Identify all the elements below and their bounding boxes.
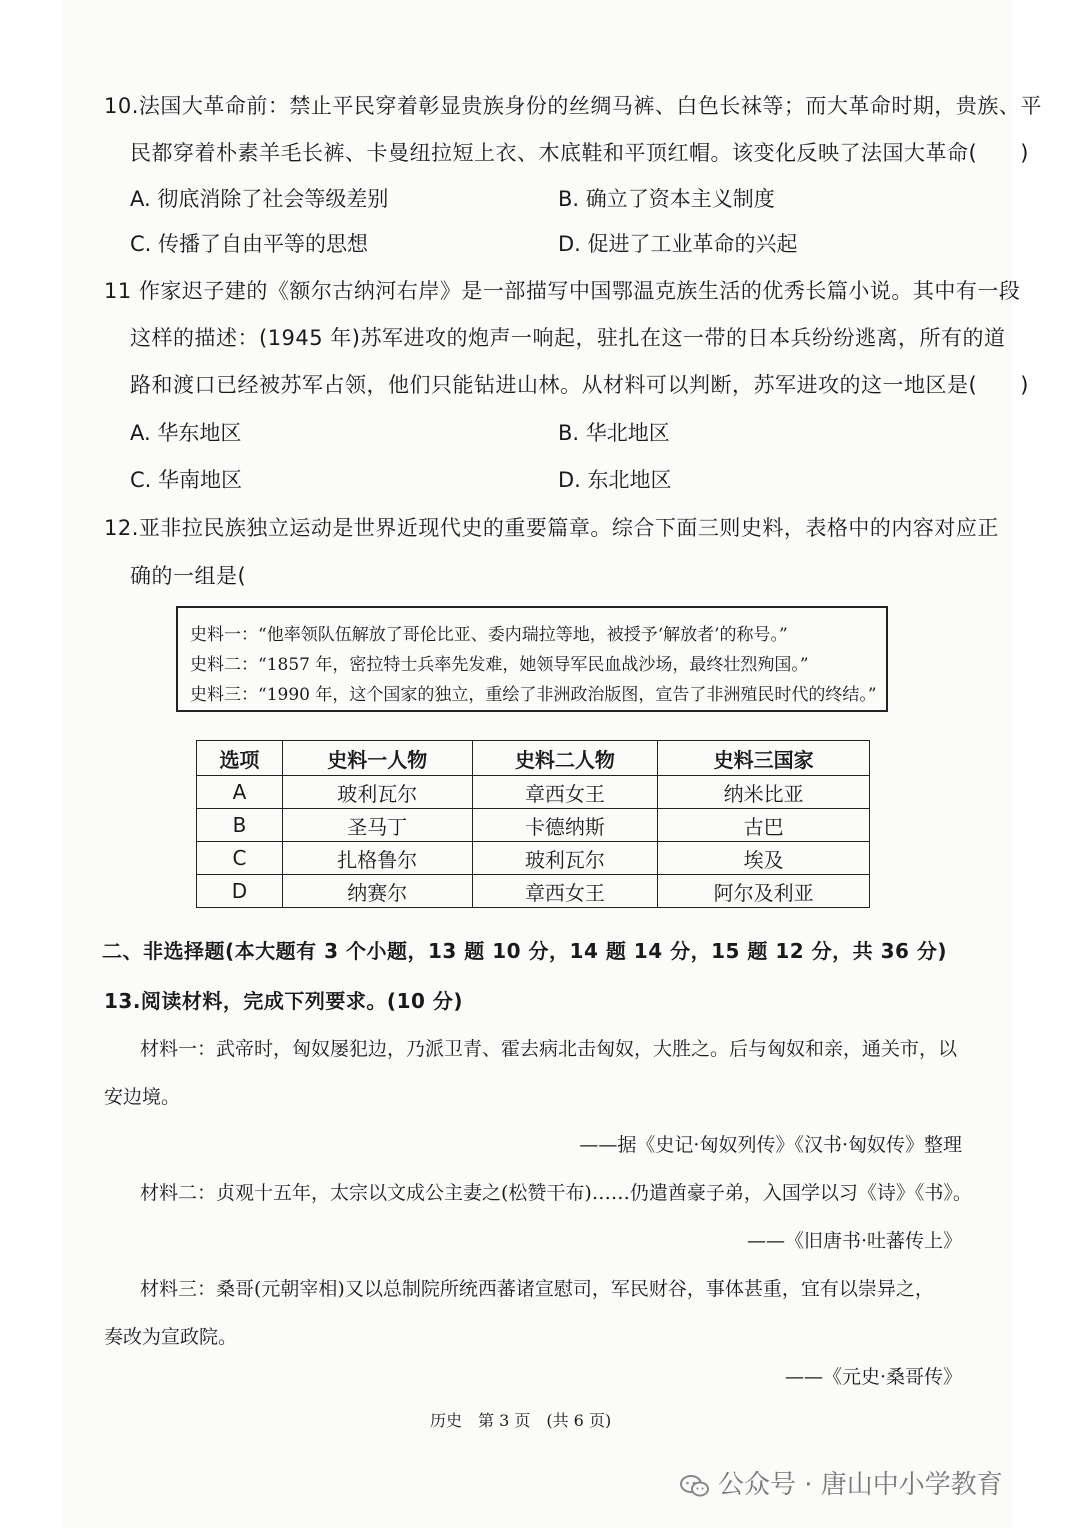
material-3-line2: 奏改为宣政院。: [104, 1326, 238, 1348]
table-cell: 章西女王: [472, 875, 658, 908]
table-cell: 章西女王: [472, 776, 658, 809]
material-1-line2: 安边境。: [104, 1086, 181, 1108]
page-footer: 历史 第 3 页 (共 6 页): [430, 1411, 612, 1430]
q10-option-c: C. 传播了自由平等的思想: [130, 232, 369, 256]
table-cell: 纳米比亚: [658, 776, 870, 809]
material-3-source: ——《元史·桑哥传》: [784, 1366, 962, 1388]
q10-option-b: B. 确立了资本主义制度: [558, 187, 775, 211]
q11-line3: 路和渡口已经被苏军占领，他们只能钻进山林。从材料可以判断，苏军进攻的这一地区是( ): [130, 373, 1029, 397]
q13-title: 13.阅读材料，完成下列要求。(10 分): [104, 989, 464, 1013]
material-2-source: ——《旧唐书·吐蕃传上》: [746, 1230, 962, 1252]
q11-line2: 这样的描述：(1945 年)苏军进攻的炮声一响起，驻扎在这一带的日本兵纷纷逃离，所有的道: [130, 326, 1006, 350]
table-header: 史料三国家: [658, 741, 870, 776]
source-2: 史料二：“1857 年，密拉特士兵率先发难，她领导军民血战沙场，最终壮烈殉国。”: [190, 655, 809, 675]
q11-option-b: B. 华北地区: [558, 421, 670, 445]
watermark-text: 公众号 · 唐山中小学教育: [718, 1470, 1003, 1500]
table-cell: 阿尔及利亚: [658, 875, 870, 908]
table-cell: 玻利瓦尔: [282, 776, 472, 809]
section-2-heading: 二、非选择题(本大题有 3 个小题，13 题 10 分，14 题 14 分，15 题 12 分，共 36 分): [102, 939, 948, 963]
table-cell: 玻利瓦尔: [472, 842, 658, 875]
table-header: 选项: [197, 741, 283, 776]
source-1: 史料一：“他率领队伍解放了哥伦比亚、委内瑞拉等地，被授予‘解放者’的称号。”: [190, 625, 788, 645]
material-3-line1: 材料三：桑哥(元朝宰相)又以总制院所统西蕃诸宣慰司，军民财谷，事体甚重，宜有以崇异之，: [140, 1278, 934, 1300]
wechat-icon: [680, 1475, 710, 1497]
table-row: [197, 842, 870, 875]
q10-line1: 10.法国大革命前：禁止平民穿着彰显贵族身份的丝绸马裤、白色长袜等；而大革命时期，贵族、平: [104, 94, 1042, 118]
material-1-source: ——据《史记·匈奴列传》《汉书·匈奴传》整理: [579, 1134, 962, 1156]
table-cell: A: [197, 776, 283, 809]
table-header: 史料一人物: [282, 741, 472, 776]
table-row: [197, 776, 870, 809]
q10-line2: 民都穿着朴素羊毛长裤、卡曼纽拉短上衣、木底鞋和平顶红帽。该变化反映了法国大革命( ): [130, 141, 1029, 165]
table-cell: C: [197, 842, 283, 875]
q11-option-a: A. 华东地区: [130, 421, 242, 445]
q11-line1: 11 作家迟子建的《额尔古纳河右岸》是一部描写中国鄂温克族生活的优秀长篇小说。其中有一段: [104, 279, 1021, 303]
table-cell: 纳赛尔: [282, 875, 472, 908]
material-1-line1: 材料一：武帝时，匈奴屡犯边，乃派卫青、霍去病北击匈奴，大胜之。后与匈奴和亲，通关市，以: [140, 1038, 958, 1060]
table-cell: D: [197, 875, 283, 908]
q10-option-d: D. 促进了工业革命的兴起: [558, 232, 798, 256]
watermark: [680, 1464, 1003, 1501]
table-row: [197, 875, 870, 908]
table-cell: 圣马丁: [282, 809, 472, 842]
table-cell: 古巴: [658, 809, 870, 842]
material-2-line1: 材料二：贞观十五年，太宗以文成公主妻之(松赞干布)……仍遣酋豪子弟，入国学以习《诗》《书》。: [140, 1182, 972, 1204]
source-3: 史料三：“1990 年，这个国家的独立，重绘了非洲政治版图，宣告了非洲殖民时代的终结。”: [190, 685, 877, 705]
q12-line1: 12.亚非拉民族独立运动是世界近现代史的重要篇章。综合下面三则史料，表格中的内容对应正: [104, 516, 999, 540]
table-row: [197, 809, 870, 842]
table-header: 史料二人物: [472, 741, 658, 776]
q10-option-a: A. 彻底消除了社会等级差别: [130, 187, 389, 211]
table-cell: 埃及: [658, 842, 870, 875]
answer-table: [196, 740, 870, 908]
table-cell: 扎格鲁尔: [282, 842, 472, 875]
table-cell: 卡德纳斯: [472, 809, 658, 842]
source-box: [176, 606, 888, 712]
table-cell: B: [197, 809, 283, 842]
table-header-row: [197, 741, 870, 776]
q12-line2: 确的一组是(: [130, 564, 247, 588]
q11-option-d: D. 东北地区: [558, 468, 672, 492]
q11-option-c: C. 华南地区: [130, 468, 243, 492]
